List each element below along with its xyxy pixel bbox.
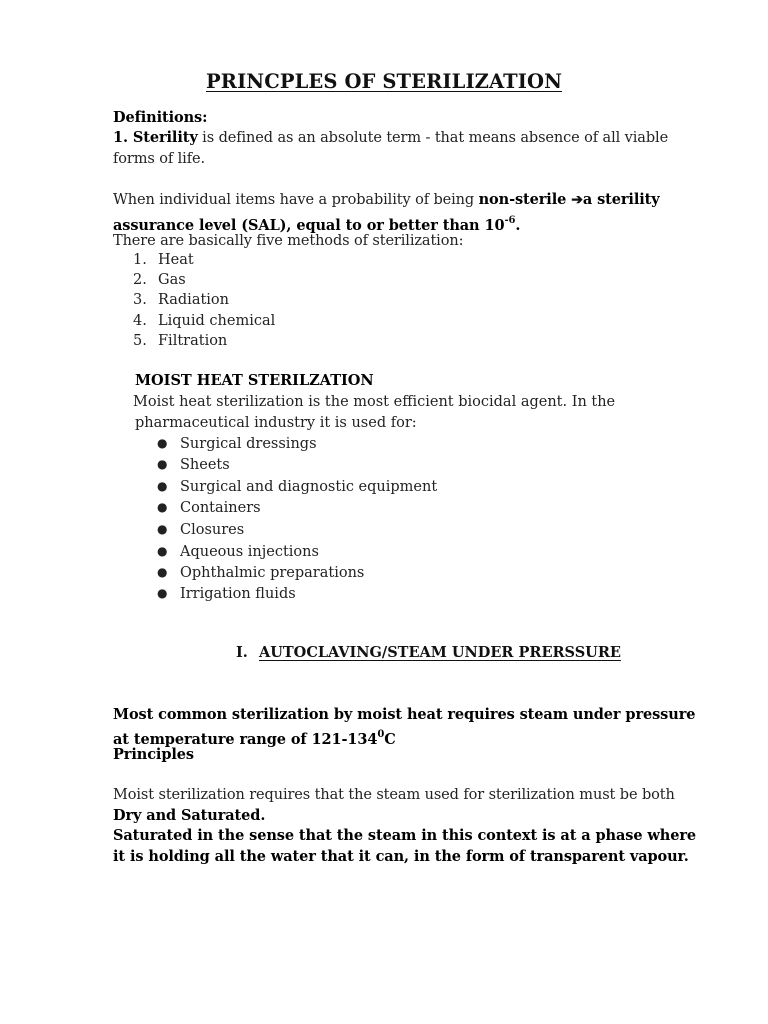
- use-label: Surgical and diagnostic equipment: [180, 479, 438, 495]
- bullet-icon: ●: [157, 479, 168, 493]
- sterility-term: 1. Sterility: [113, 129, 198, 146]
- list-item: [157, 583, 296, 604]
- method-label: Radiation: [158, 292, 229, 308]
- list-item: [157, 433, 317, 454]
- sterility-definition-line1: [113, 128, 668, 148]
- bullet-icon: ●: [157, 457, 168, 471]
- sal-definition: assurance level (SAL), equal to or better than 10: [113, 217, 505, 234]
- use-label: Containers: [180, 500, 261, 516]
- method-item: [133, 290, 229, 310]
- method-item: [133, 331, 227, 351]
- moist-heat-heading: MOIST HEAT STERILZATION: [135, 372, 374, 389]
- method-number: 5.: [133, 333, 147, 349]
- method-label: Liquid chemical: [158, 313, 276, 329]
- moist-req-line4: it is holding all the water that it can, in the form of transparent vapour.: [113, 848, 689, 865]
- use-label: Surgical dressings: [180, 436, 317, 452]
- bullet-icon: ●: [157, 565, 168, 579]
- bullet-icon: ●: [157, 522, 168, 536]
- list-item: [157, 497, 261, 518]
- use-label: Ophthalmic preparations: [180, 565, 365, 581]
- method-item: [133, 270, 186, 290]
- page-title: PRINCPLES OF STERILIZATION: [206, 70, 563, 93]
- use-label: Sheets: [180, 457, 230, 473]
- celsius-unit: C: [384, 731, 396, 748]
- moist-heat-line2: pharmaceutical industry it is used for:: [135, 415, 417, 431]
- section-title: AUTOCLAVING/STEAM UNDER PRERSSURE: [259, 644, 621, 661]
- method-number: 1.: [133, 252, 147, 268]
- use-label: Irrigation fluids: [180, 586, 296, 602]
- steam-line1: Most common sterilization by moist heat requires steam under pressure: [113, 706, 696, 723]
- method-label: Heat: [158, 252, 194, 268]
- temperature-range-text: at temperature range of 121-134: [113, 731, 378, 748]
- method-label: Gas: [158, 272, 186, 288]
- bullet-icon: ●: [157, 500, 168, 514]
- use-label: Closures: [180, 522, 245, 538]
- bullet-icon: ●: [157, 544, 168, 558]
- sal-period: .: [515, 217, 521, 234]
- list-item: [157, 476, 437, 497]
- bullet-icon: ●: [157, 586, 168, 600]
- methods-intro: There are basically five methods of sterilization:: [113, 233, 464, 249]
- method-number: 3.: [133, 292, 147, 308]
- list-item: [157, 519, 244, 540]
- moist-req-line1: Moist sterilization requires that the steam used for sterilization must be both: [113, 787, 675, 803]
- moist-req-line3: Saturated in the sense that the steam in this context is at a phase where: [113, 827, 697, 844]
- method-item: [133, 250, 194, 270]
- sal-exponent: -6: [504, 215, 516, 226]
- method-label: Filtration: [158, 333, 228, 349]
- non-sterile-text: non-sterile: [478, 191, 572, 208]
- sal-line1: [113, 190, 660, 210]
- list-item: [157, 454, 230, 475]
- sterility-definition-line2: forms of life.: [113, 151, 205, 167]
- method-number: 2.: [133, 272, 147, 288]
- principles-heading: Principles: [113, 746, 194, 763]
- sterility-text-bold: a sterility: [582, 191, 660, 208]
- list-item: [157, 562, 364, 583]
- list-item: [157, 541, 319, 562]
- definitions-heading: Definitions:: [113, 109, 208, 126]
- use-label: Aqueous injections: [180, 544, 319, 560]
- moist-req-line2: Dry and Saturated.: [113, 807, 266, 824]
- method-number: 4.: [133, 313, 147, 329]
- moist-heat-line1: Moist heat sterilization is the most efficient biocidal agent. In the: [133, 394, 616, 410]
- degree-superscript: 0: [377, 729, 385, 740]
- bullet-icon: ●: [157, 436, 168, 450]
- method-item: [133, 311, 275, 331]
- sterility-text: is defined as an absolute term - that means absence of all viable: [197, 130, 669, 146]
- arrow-right-icon: ➔: [571, 192, 583, 208]
- section-roman-numeral: I.: [236, 644, 248, 661]
- sal-plain-text: When individual items have a probability of being: [113, 192, 479, 208]
- section-heading-autoclaving: [236, 644, 621, 661]
